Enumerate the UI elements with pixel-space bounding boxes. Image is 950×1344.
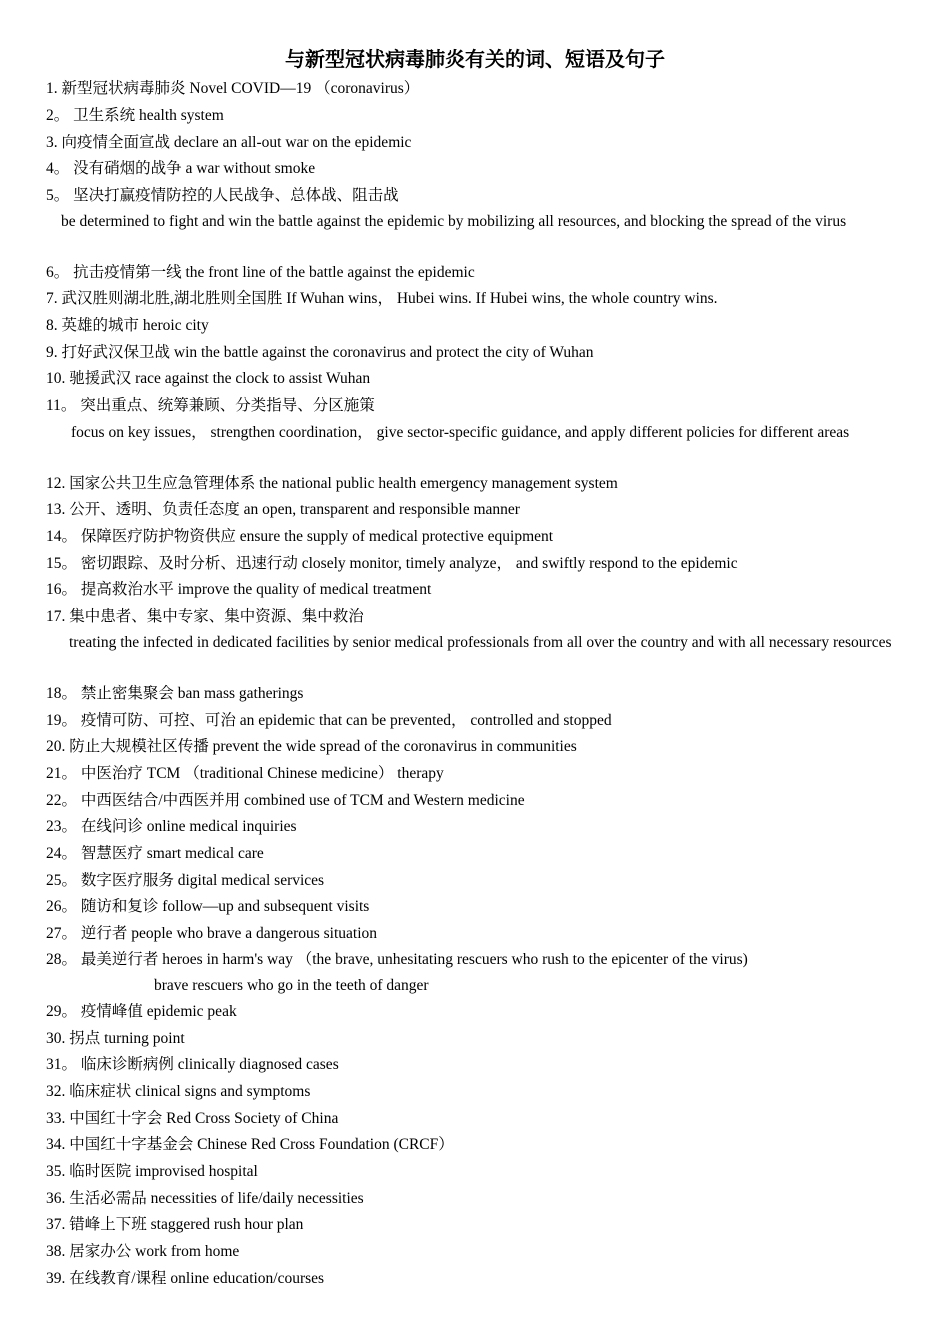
entry-1: 1. 新型冠状病毒肺炎 Novel COVID—19 （coronavirus） [46, 80, 420, 97]
entry-27: 27。 逆行者 people who brave a dangerous situation [46, 925, 378, 942]
entry-20: 20. 防止大规模社区传播 prevent the wide spread of the coronavirus in communities [46, 738, 577, 755]
entry-2: 2。 卫生系统 health system [46, 107, 224, 124]
entry-15: 15。 密切跟踪、及时分析、迅速行动 closely monitor, timely analyze， and swiftly respond to the epidemic [46, 555, 738, 572]
entry-39: 39. 在线教育/课程 online education/courses [46, 1270, 325, 1287]
entry-5-translation: be determined to fight and win the battle against the epidemic by mobilizing all resources, and blocking the spread of the virus [61, 213, 847, 230]
entry-18: 18。 禁止密集聚会 ban mass gatherings [46, 685, 304, 702]
entry-6: 6。 抗击疫情第一线 the front line of the battle against the epidemic [46, 264, 475, 281]
entry-35: 35. 临时医院 improvised hospital [46, 1163, 258, 1180]
entry-22: 22。 中西医结合/中西医并用 combined use of TCM and Western medicine [46, 792, 525, 809]
entry-33: 33. 中国红十字会 Red Cross Society of China [46, 1110, 339, 1127]
entry-11-translation: focus on key issues， strengthen coordination， give sector-specific guidance, and apply different policies for different areas [71, 424, 850, 441]
entry-7: 7. 武汉胜则湖北胜,湖北胜则全国胜 If Wuhan wins， Hubei wins. If Hubei wins, the whole country wins. [46, 290, 718, 307]
entry-8: 8. 英雄的城市 heroic city [46, 317, 209, 334]
entry-11: 11。 突出重点、统筹兼顾、分类指导、分区施策 [46, 397, 375, 414]
entry-5: 5。 坚决打赢疫情防控的人民战争、总体战、阻击战 [46, 187, 399, 204]
entry-17-translation: treating the infected in dedicated facilities by senior medical professionals from all over the country and with all necessary resources [69, 634, 892, 651]
entry-23: 23。 在线问诊 online medical inquiries [46, 818, 297, 835]
entry-4: 4。 没有硝烟的战争 a war without smoke [46, 160, 316, 177]
entry-9: 9. 打好武汉保卫战 win the battle against the coronavirus and protect the city of Wuhan [46, 344, 594, 361]
entry-36: 36. 生活必需品 necessities of life/daily necessities [46, 1190, 364, 1207]
entry-29: 29。 疫情峰值 epidemic peak [46, 1003, 237, 1020]
entry-17: 17. 集中患者、集中专家、集中资源、集中救治 [46, 608, 364, 625]
entry-13: 13. 公开、透明、负责任态度 an open, transparent and responsible manner [46, 501, 520, 518]
entry-10: 10. 驰援武汉 race against the clock to assist Wuhan [46, 370, 371, 387]
entry-16: 16。 提高救治水平 improve the quality of medical treatment [46, 581, 432, 598]
entry-21: 21。 中医治疗 TCM （traditional Chinese medicine） therapy [46, 765, 444, 782]
entry-24: 24。 智慧医疗 smart medical care [46, 845, 264, 862]
entry-34: 34. 中国红十字基金会 Chinese Red Cross Foundation (CRCF） [46, 1136, 454, 1153]
entry-28: 28。 最美逆行者 heroes in harm's way （the brave, unhesitating rescuers who rush to the epicenter of the virus) [46, 951, 748, 968]
entry-30: 30. 拐点 turning point [46, 1030, 185, 1047]
entry-19: 19。 疫情可防、可控、可治 an epidemic that can be prevented， controlled and stopped [46, 712, 612, 729]
entry-26: 26。 随访和复诊 follow—up and subsequent visits [46, 898, 370, 915]
entry-37: 37. 错峰上下班 staggered rush hour plan [46, 1216, 304, 1233]
document-title: 与新型冠状病毒肺炎有关的词、短语及句子 [285, 49, 665, 71]
entry-28-alt: brave rescuers who go in the teeth of danger [154, 977, 429, 994]
entry-25: 25。 数字医疗服务 digital medical services [46, 872, 325, 889]
entry-12: 12. 国家公共卫生应急管理体系 the national public health emergency management system [46, 475, 618, 492]
entry-31: 31。 临床诊断病例 clinically diagnosed cases [46, 1056, 339, 1073]
entry-38: 38. 居家办公 work from home [46, 1243, 240, 1260]
entry-14: 14。 保障医疗防护物资供应 ensure the supply of medical protective equipment [46, 528, 554, 545]
entry-3: 3. 向疫情全面宣战 declare an all-out war on the epidemic [46, 134, 412, 151]
entry-32: 32. 临床症状 clinical signs and symptoms [46, 1083, 311, 1100]
